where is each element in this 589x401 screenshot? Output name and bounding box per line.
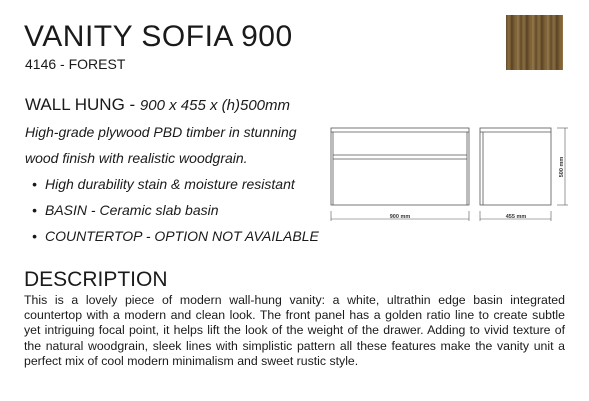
front-outline [331, 128, 469, 205]
width-label: 900 mm [389, 214, 411, 220]
feature-bullet [32, 202, 219, 218]
front-view [331, 128, 469, 205]
intro-line-2: wood finish with realistic woodgrain. [25, 150, 248, 166]
bullet-icon: • [32, 202, 37, 218]
height-label: 500 mm [559, 156, 565, 178]
bullet-icon: • [32, 228, 37, 244]
product-title: VANITY SOFIA 900 [24, 20, 293, 53]
wood-finish-swatch [506, 15, 563, 70]
product-code: 4146 - FOREST [25, 56, 126, 72]
feature-text: BASIN - Ceramic slab basin [45, 202, 219, 218]
side-view [480, 128, 551, 205]
feature-text: High durability stain & moisture resistant [45, 176, 295, 192]
feature-bullet [32, 228, 319, 244]
feature-bullet [32, 176, 295, 192]
description-body: This is a lovely piece of modern wall-hung vanity: a white, ultrathin edge basin integrated countertop with a modern and clean look. The front panel has a golden ratio line to create subtle yet intriguing focal point, it helps lift the look of the weight of the drawer. Adding to vivid texture of the natural woodgrain, sleek lines with simplistic pattern all these features make the vanity unit a perfect mix of cool modern minimalism and sweet rustic style. [24, 293, 565, 368]
description-heading: DESCRIPTION [24, 268, 168, 291]
side-outline [480, 128, 551, 205]
spec-heading [25, 95, 290, 115]
feature-text: COUNTERTOP - OPTION NOT AVAILABLE [45, 228, 319, 244]
intro-line-1: High-grade plywood PBD timber in stunning [25, 124, 297, 140]
mount-type: WALL HUNG - [25, 95, 140, 114]
dimensions: 900 x 455 x (h)500mm [139, 97, 290, 114]
depth-label: 455 mm [505, 214, 527, 220]
technical-drawing [325, 125, 575, 230]
bullet-icon: • [32, 176, 37, 192]
